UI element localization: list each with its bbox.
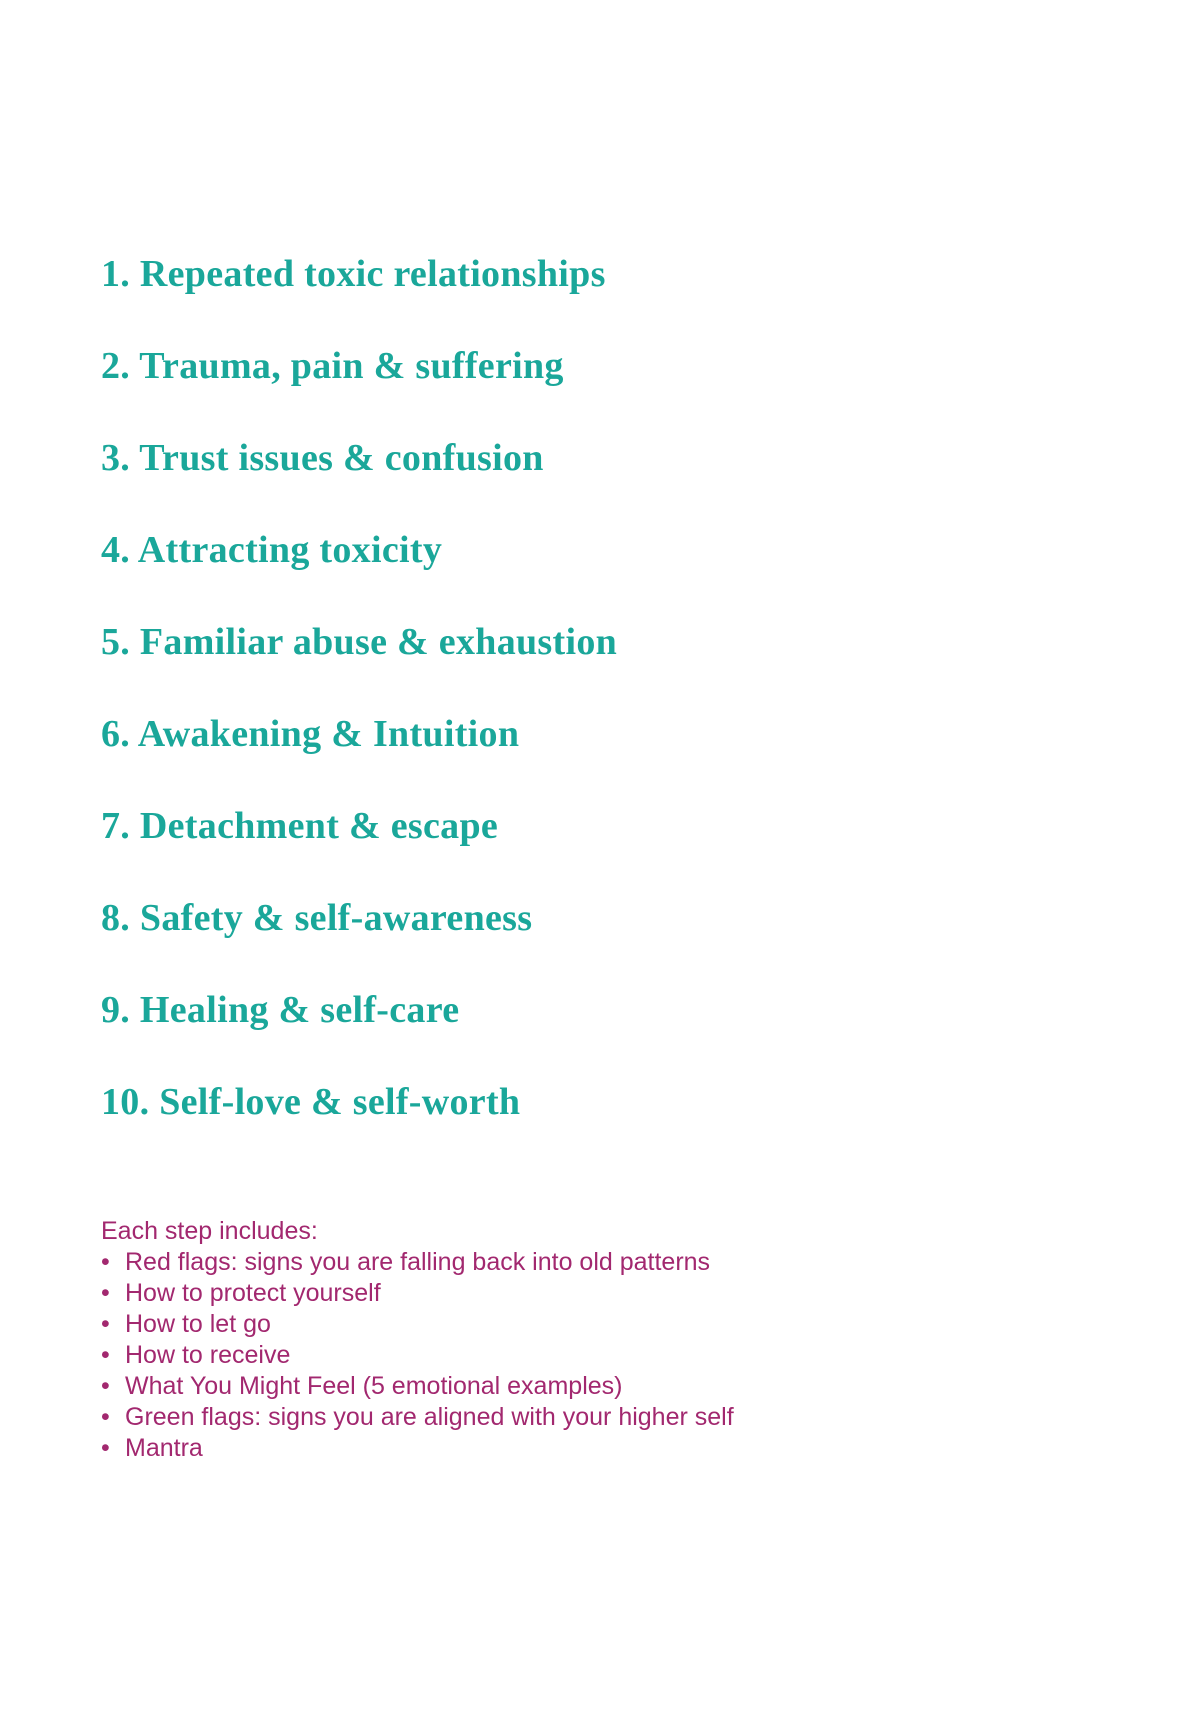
step-item: 1. Repeated toxic relationships bbox=[101, 253, 606, 295]
list-item-text: How to receive bbox=[125, 1341, 291, 1369]
step-item: 3. Trust issues & confusion bbox=[101, 437, 544, 479]
step-includes-section bbox=[101, 1216, 734, 1464]
list-item-text: How to let go bbox=[125, 1310, 271, 1338]
list-item bbox=[101, 1371, 734, 1402]
list-item bbox=[101, 1402, 734, 1433]
step-item: 5. Familiar abuse & exhaustion bbox=[101, 621, 618, 663]
step-item: 8. Safety & self-awareness bbox=[101, 897, 533, 939]
list-item-text: What You Might Feel (5 emotional examples) bbox=[125, 1372, 623, 1400]
step-item: 6. Awakening & Intuition bbox=[101, 713, 520, 755]
step-item: 4. Attracting toxicity bbox=[101, 529, 443, 571]
bullet-icon: • bbox=[101, 1372, 110, 1400]
step-item: 10. Self-love & self-worth bbox=[101, 1081, 521, 1123]
includes-list bbox=[101, 1247, 734, 1464]
list-item bbox=[101, 1247, 734, 1278]
step-item: 2. Trauma, pain & suffering bbox=[101, 345, 564, 387]
bullet-icon: • bbox=[101, 1434, 110, 1462]
list-item-text: Mantra bbox=[125, 1434, 203, 1462]
bullet-icon: • bbox=[101, 1310, 110, 1338]
step-item: 7. Detachment & escape bbox=[101, 805, 499, 847]
step-item: 9. Healing & self-care bbox=[101, 989, 460, 1031]
bullet-icon: • bbox=[101, 1279, 110, 1307]
list-item-text: Green flags: signs you are aligned with your higher self bbox=[125, 1403, 734, 1431]
bullet-icon: • bbox=[101, 1341, 110, 1369]
list-item-text: Red flags: signs you are falling back into old patterns bbox=[125, 1248, 711, 1276]
list-item bbox=[101, 1309, 734, 1340]
includes-heading: Each step includes: bbox=[101, 1217, 318, 1245]
list-item bbox=[101, 1278, 734, 1309]
steps-list bbox=[101, 252, 617, 1172]
list-item-text: How to protect yourself bbox=[125, 1279, 381, 1307]
list-item bbox=[101, 1433, 734, 1464]
list-item bbox=[101, 1340, 734, 1371]
bullet-icon: • bbox=[101, 1248, 110, 1276]
bullet-icon: • bbox=[101, 1403, 110, 1431]
